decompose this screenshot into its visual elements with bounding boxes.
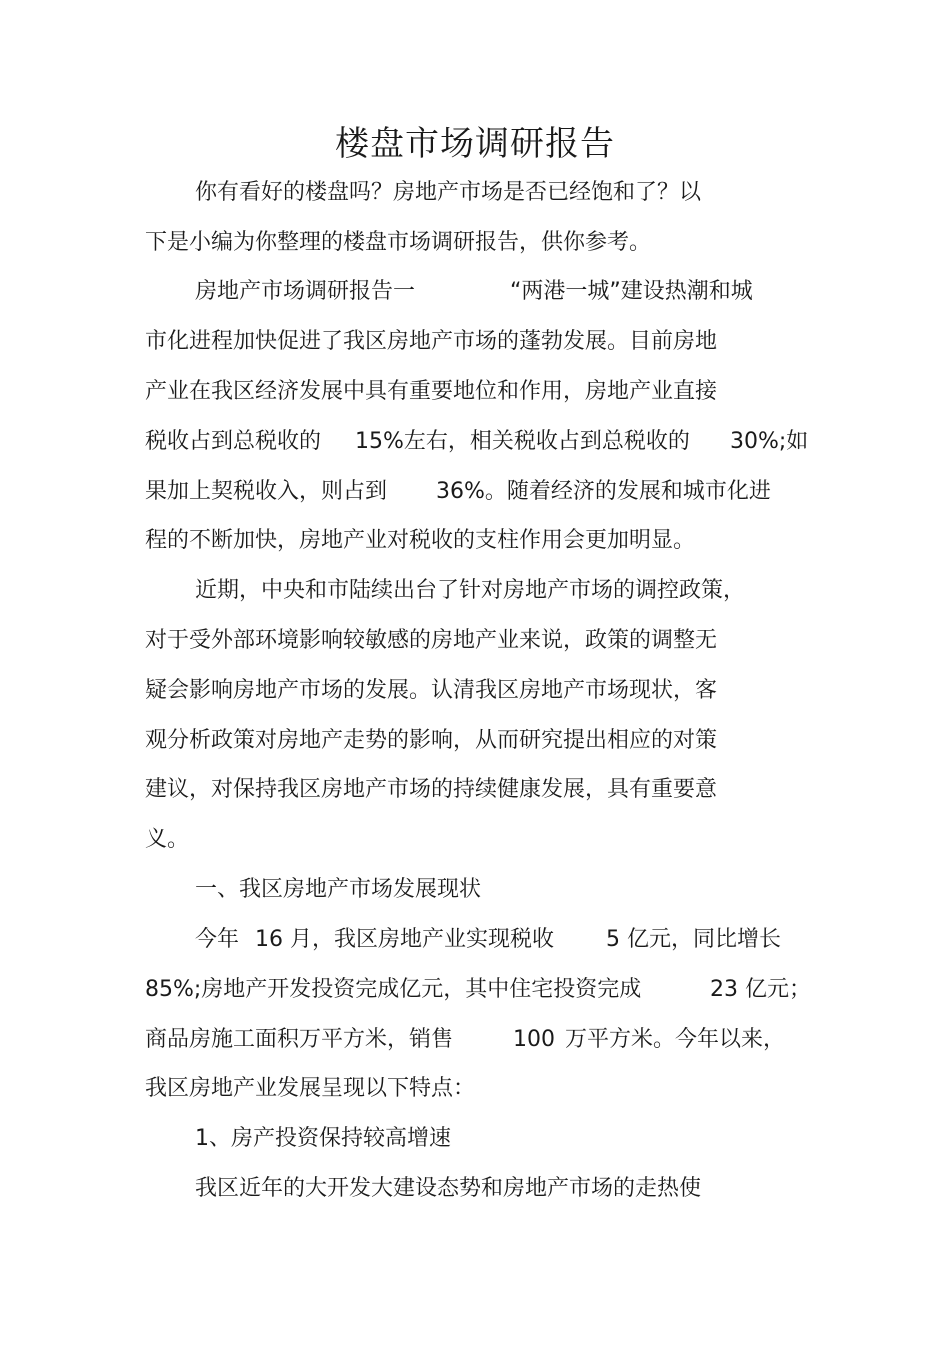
- paragraph-line: “两港一城”建设热潮和城: [510, 279, 753, 304]
- paragraph-line: 近期，中央和市陆续出台了针对房地产市场的调控政策，: [195, 578, 746, 603]
- paragraph-line: 今年: [195, 927, 240, 952]
- paragraph-line: 5 亿元，同比增长: [606, 927, 781, 952]
- page-title: 楼盘市场调研报告: [335, 124, 615, 164]
- paragraph-line: 疑会影响房地产市场的发展。认清我区房地产市场现状，客: [145, 678, 718, 703]
- paragraph-line: 你有看好的楼盘吗？房地产市场是否已经饱和了？以: [195, 180, 702, 205]
- paragraph-line: 建议，对保持我区房地产市场的持续健康发展，具有重要意: [145, 777, 718, 802]
- paragraph-line: 对于受外部环境影响较敏感的房地产业来说，政策的调整无: [145, 628, 718, 653]
- paragraph-line: 下是小编为你整理的楼盘市场调研报告，供你参考。: [145, 230, 652, 255]
- paragraph-line: 观分析政策对房地产走势的影响，从而研究提出相应的对策: [145, 728, 718, 753]
- paragraph-line: 万平方米。今年以来，: [565, 1027, 786, 1052]
- paragraph-line: 36%。随着经济的发展和城市化进: [436, 479, 771, 504]
- section-heading: 一、我区房地产市场发展现状: [195, 877, 482, 902]
- paragraph-line: 我区房地产业发展呈现以下特点：: [145, 1076, 476, 1101]
- paragraph-line: 30%;如: [730, 429, 809, 454]
- paragraph-line: 税收占到总税收的: [145, 429, 322, 454]
- paragraph-line: 房地产市场调研报告一: [195, 279, 416, 304]
- paragraph-line: 商品房施工面积万平方米，销售: [145, 1027, 454, 1052]
- paragraph-line: 果加上契税收入，则占到: [145, 479, 388, 504]
- paragraph-line: 产业在我区经济发展中具有重要地位和作用，房地产业直接: [145, 379, 718, 404]
- paragraph-line: 85%;房地产开发投资完成亿元，其中住宅投资完成: [145, 977, 642, 1002]
- paragraph-line: 23 亿元；: [710, 977, 811, 1002]
- subsection-heading: 1、房产投资保持较高增速: [195, 1126, 451, 1151]
- paragraph-line: 我区近年的大开发大建设态势和房地产市场的走热使: [195, 1176, 702, 1201]
- paragraph-line: 程的不断加快，房地产业对税收的支柱作用会更加明显。: [145, 528, 696, 553]
- paragraph-line: 15%左右，相关税收占到总税收的: [355, 429, 690, 454]
- paragraph-line: 16 月，我区房地产业实现税收: [255, 927, 554, 952]
- paragraph-line: 市化进程加快促进了我区房地产市场的蓬勃发展。目前房地: [145, 329, 718, 354]
- paragraph-line: 义。: [145, 827, 190, 852]
- paragraph-line: 100: [513, 1027, 555, 1052]
